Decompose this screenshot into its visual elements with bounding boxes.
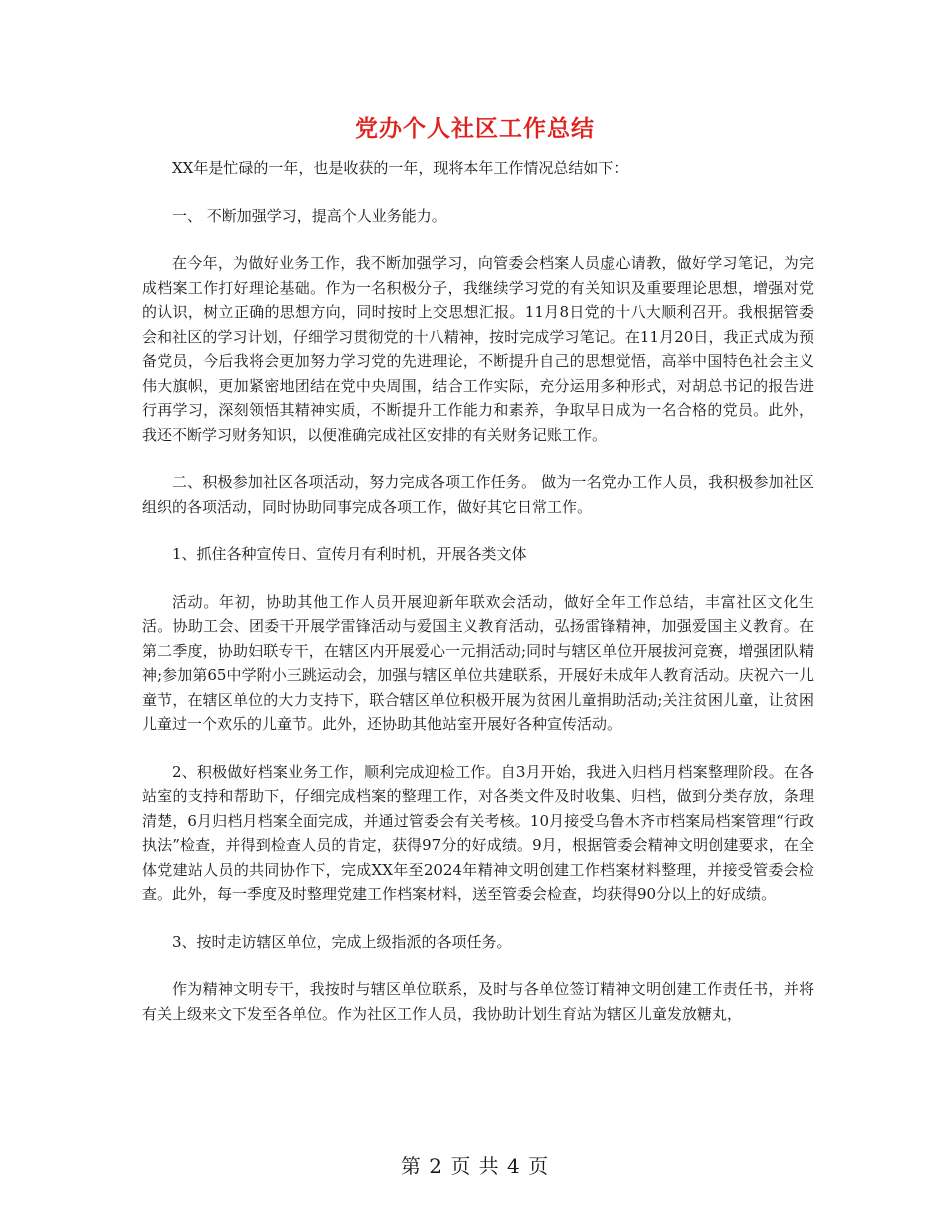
paragraph-activities: 活动。年初，协助其他工作人员开展迎新年联欢会活动，做好全年工作总结，丰富社区文化生活。协助工会、团委干开展学雷锋活动与爱国主义教育活动，弘扬雷锋精神，加强爱国主义教育。在第二季度，协助妇联专干，在辖区内开展爱心一元捐活动;同时与辖区单位开展拔河竞赛，增强团队精神;参加第65中学附小三跳运动会，加强与辖区单位共建联系，开展好未成年人教育活动。庆祝六一儿童节，在辖区单位的大力支持下，联合辖区单位积极开展为贫困儿童捐助活动;关注贫困儿童，让贫困儿童过一个欢乐的儿童节。此外，还协助其他站室开展好各种宣传活动。 <box>142 592 814 733</box>
paragraph-study: 在今年，为做好业务工作，我不断加强学习，向管委会档案人员虚心请教，做好学习笔记，为完成档案工作打好理论基础。作为一名积极分子，我继续学习党的有关知识及重要理论思想，增强对党的认识，树立正确的思想方向，同时按时上交思想汇报。11月8日党的十八大顺利召开。我根据管委会和社区的学习计划，仔细学习贯彻党的十八精神，按时完成学习笔记。在11月20日，我正式成为预备党员，今后我将会更加努力学习党的先进理论，不断提升自己的思想觉悟，高举中国特色社会主义伟大旗帜，更加紧密地团结在党中央周围，结合工作实际，充分运用多种形式，对胡总书记的报告进行再学习，深刻领悟其精神实质，不断提升工作能力和素养，争取早日成为一名合格的党员。此外，我还不断学习财务知识，以便准确完成社区安排的有关财务记账工作。 <box>142 254 814 444</box>
paragraph-intro: XX年是忙碌的一年，也是收获的一年，现将本年工作情况总结如下： <box>172 159 629 177</box>
heading-subsection-3: 3、按时走访辖区单位，完成上级指派的各项任务。 <box>172 932 512 951</box>
document-body <box>142 156 814 1049</box>
page-number-footer: 第 2 页 共 4 页 <box>400 1154 550 1178</box>
heading-section-2: 二、积极参加社区各项活动，努力完成各项工作任务。 做为一名党办工作人员，我积极参加社区组织的各项活动，同时协助同事完成各项工作，做好其它日常工作。 <box>142 473 814 516</box>
paragraph-visits: 作为精神文明专干，我按时与辖区单位联系，及时与各单位签订精神文明创建工作责任书，并将有关上级来文下发至各单位。作为社区工作人员，我协助计划生育站为辖区儿童发放糖丸， <box>142 980 814 1023</box>
document-title: 党办个人社区工作总结 <box>355 116 595 142</box>
paragraph-archives: 2、积极做好档案业务工作，顺利完成迎检工作。自3月开始，我进入归档月档案整理阶段。在各站室的支持和帮助下，仔细完成档案的整理工作，对各类文件及时收集、归档，做到分类存放，条理清楚，6月归档月档案全面完成，并通过管委会有关考核。10月接受乌鲁木齐市档案局档案管理“行政执法”检查，并得到检查人员的肯定，获得97分的好成绩。9月，根据管委会精神文明创建要求，在全体党建站人员的共同协作下，完成XX年至2024年精神文明创建工作档案材料整理，并接受管委会检查。此外，每一季度及时整理党建工作档案材料，送至管委会检查，均获得90分以上的好成绩。 <box>142 762 814 903</box>
heading-subsection-1: 1、抓住各种宣传日、宣传月有利时机，开展各类文体 <box>172 545 527 563</box>
heading-section-1: 一、 不断加强学习，提高个人业务能力。 <box>172 206 447 225</box>
